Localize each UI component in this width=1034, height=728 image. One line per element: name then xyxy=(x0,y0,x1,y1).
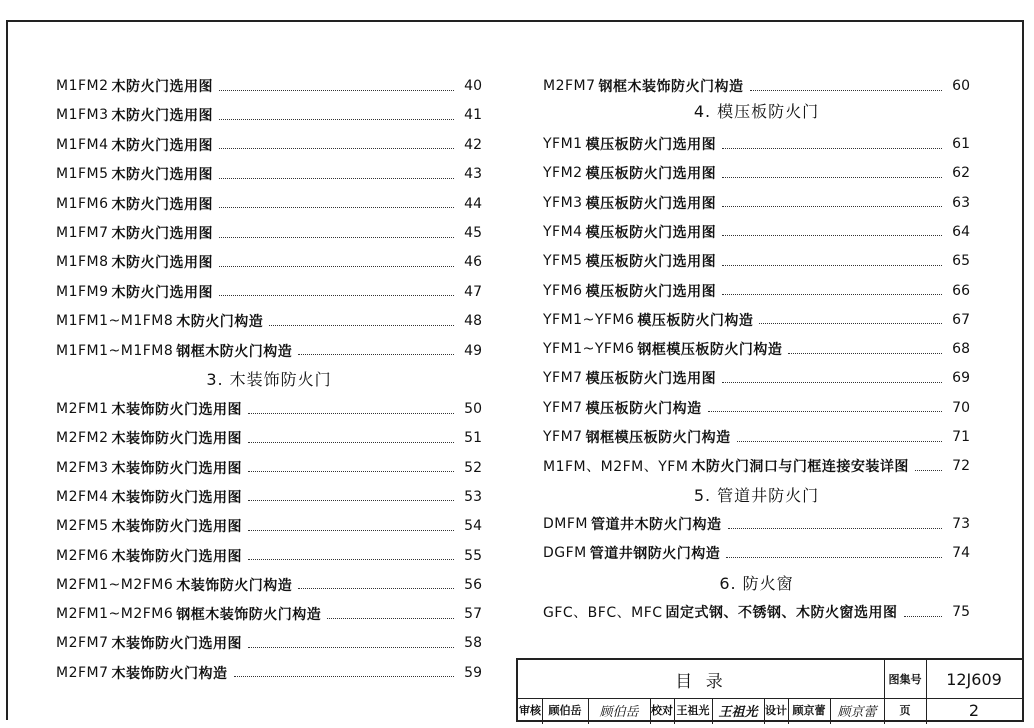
check-label: 校对 xyxy=(651,704,673,717)
toc-entry-code: M2FM1~M2FM6 xyxy=(56,576,174,593)
toc-entry-title: 木防火门选用图 xyxy=(111,137,214,154)
toc-entry-page: 60 xyxy=(952,78,970,94)
toc-entry-code: GFC、BFC、MFC xyxy=(543,605,663,621)
toc-leader-dots xyxy=(248,471,454,472)
toc-entry-title: 木装饰防火门选用图 xyxy=(111,460,243,477)
toc-entry-code: YFM6 xyxy=(543,282,583,299)
toc-entry-title: 木装饰防火门选用图 xyxy=(111,402,243,418)
toc-entry-title: 木防火门洞口与门框连接安装详图 xyxy=(691,459,909,476)
toc-leader-dots xyxy=(722,177,942,178)
toc-entry-title: 模压板防火门选用图 xyxy=(585,224,717,241)
review-label: 审核 xyxy=(519,704,541,717)
toc-leader-dots xyxy=(722,148,942,149)
toc-entry-title: 模压板防火门选用图 xyxy=(585,254,717,271)
toc-leader-dots xyxy=(248,647,454,648)
toc-entry-code: M1FM1~M1FM8 xyxy=(56,342,174,359)
toc-entry-code: M1FM1~M1FM8 xyxy=(56,313,174,330)
toc-entry-title: 钢框模压板防火门构造 xyxy=(637,342,783,359)
toc-entry-code: M1FM8 xyxy=(56,254,109,271)
toc-entry-title: 木防火门选用图 xyxy=(111,79,214,95)
toc-entry-code: M1FM3 xyxy=(56,107,109,124)
toc-entry-title: 模压板防火门构造 xyxy=(585,400,702,417)
toc-entry xyxy=(56,545,482,567)
toc-entry-page: 41 xyxy=(464,107,482,124)
toc-entry xyxy=(56,340,482,362)
toc-entry xyxy=(543,513,970,535)
toc-entry xyxy=(56,398,482,420)
toc-entry-code: M1FM6 xyxy=(56,195,109,212)
toc-entry-code: M2FM3 xyxy=(56,459,109,476)
toc-entry-page: 46 xyxy=(464,254,482,271)
toc-entry-code: M2FM1~M2FM6 xyxy=(56,606,174,623)
toc-entry-page: 70 xyxy=(952,399,970,416)
toc-entry-title: 木装饰防火门选用图 xyxy=(111,519,243,536)
toc-entry-page: 48 xyxy=(464,313,482,330)
toc-leader-dots xyxy=(722,294,942,295)
toc-leader-dots xyxy=(327,618,454,619)
toc-entry-code: YFM1~YFM6 xyxy=(543,341,635,358)
toc-leader-dots xyxy=(708,411,942,412)
toc-entry xyxy=(543,542,970,564)
toc-entry-page: 55 xyxy=(464,547,482,564)
toc-entry-code: M1FM9 xyxy=(56,283,109,300)
section-heading-fire-window: 6. 防火窗 xyxy=(719,574,794,593)
toc-entry-code: YFM7 xyxy=(543,399,583,416)
toc-entry xyxy=(56,281,482,303)
toc-leader-dots xyxy=(219,295,454,296)
toc-entry-title: 钢框木装饰防火门构造 xyxy=(598,79,744,95)
atlas-number: 12J609 xyxy=(946,669,1002,689)
toc-entry-code: M1FM5 xyxy=(56,166,109,183)
toc-entry-code: M2FM7 xyxy=(543,78,596,94)
toc-entry-page: 75 xyxy=(952,604,970,620)
toc-entry-title: 木防火门选用图 xyxy=(111,167,214,184)
toc-entry xyxy=(543,280,970,302)
toc-entry-code: YFM3 xyxy=(543,194,583,211)
toc-entry xyxy=(543,338,970,360)
drawing-title-block xyxy=(516,658,1024,722)
toc-entry xyxy=(56,427,482,449)
toc-entry xyxy=(543,601,970,623)
toc-leader-dots xyxy=(219,266,454,267)
toc-entry xyxy=(56,134,482,156)
toc-entry-title: 管道井钢防火门构造 xyxy=(589,546,721,563)
toc-leader-dots xyxy=(759,323,942,324)
toc-entry-title: 木装饰防火门选用图 xyxy=(111,431,243,448)
toc-entry-page: 64 xyxy=(952,223,970,240)
designer-signature: 顾京蕾 xyxy=(837,704,877,720)
toc-entry-code: YFM2 xyxy=(543,165,583,182)
toc-entry-page: 59 xyxy=(464,664,482,681)
toc-entry xyxy=(56,104,482,126)
toc-entry-page: 65 xyxy=(952,253,970,270)
toc-entry xyxy=(543,397,970,419)
toc-entry-title: 钢框木防火门构造 xyxy=(176,343,293,360)
toc-entry-title: 模压板防火门选用图 xyxy=(585,283,717,300)
toc-leader-dots xyxy=(219,237,454,238)
toc-entry-page: 49 xyxy=(464,342,482,359)
toc-entry xyxy=(56,163,482,185)
toc-leader-dots xyxy=(788,353,942,354)
toc-leader-dots xyxy=(248,413,454,414)
toc-entry-page: 71 xyxy=(952,429,970,445)
toc-leader-dots xyxy=(248,530,454,531)
toc-entry-code: YFM1 xyxy=(543,136,583,152)
toc-leader-dots xyxy=(722,206,942,207)
toc-entry-page: 72 xyxy=(952,458,970,475)
toc-entry-code: M2FM5 xyxy=(56,518,109,535)
toc-entry-code: M1FM4 xyxy=(56,136,109,153)
toc-entry-page: 56 xyxy=(464,576,482,593)
toc-leader-dots xyxy=(219,178,454,179)
toc-entry xyxy=(56,457,482,479)
toc-entry-title: 木防火门选用图 xyxy=(111,284,214,301)
toc-leader-dots xyxy=(726,557,942,558)
toc-entry-title: 固定式钢、不锈钢、木防火窗选用图 xyxy=(665,605,898,621)
toc-entry xyxy=(56,251,482,273)
toc-entry-page: 74 xyxy=(952,545,970,562)
toc-entry xyxy=(543,162,970,184)
toc-leader-dots xyxy=(219,207,454,208)
toc-entry-page: 45 xyxy=(464,225,482,241)
toc-entry-title: 管道井木防火门构造 xyxy=(591,517,722,533)
toc-entry-page: 57 xyxy=(464,606,482,623)
toc-leader-dots xyxy=(248,442,454,443)
toc-entry-page: 68 xyxy=(952,341,970,358)
toc-entry xyxy=(543,426,970,448)
toc-entry-code: M1FM、M2FM、YFM xyxy=(543,459,689,476)
toc-entry xyxy=(543,309,970,331)
toc-entry xyxy=(56,222,482,244)
toc-entry-code: M2FM7 xyxy=(56,635,109,652)
toc-leader-dots xyxy=(219,90,454,91)
toc-entry-page: 73 xyxy=(952,516,970,532)
toc-leader-dots xyxy=(915,470,942,471)
toc-entry-title: 模压板防火门选用图 xyxy=(585,137,717,153)
toc-entry-page: 54 xyxy=(464,518,482,535)
toc-entry-page: 47 xyxy=(464,283,482,300)
toc-entry-title: 木防火门选用图 xyxy=(111,196,214,213)
toc-entry-title: 木装饰防火门构造 xyxy=(111,665,228,682)
toc-entry-page: 51 xyxy=(464,430,482,447)
toc-entry xyxy=(56,662,482,684)
toc-entry xyxy=(56,310,482,332)
toc-entry-page: 42 xyxy=(464,136,482,153)
toc-entry-code: DMFM xyxy=(543,516,588,532)
toc-leader-dots xyxy=(234,676,454,677)
toc-entry-code: M2FM1 xyxy=(56,401,109,417)
toc-entry-title: 钢框模压板防火门构造 xyxy=(585,430,731,446)
page-label: 页 xyxy=(899,704,911,717)
toc-entry-code: YFM4 xyxy=(543,223,583,240)
toc-entry xyxy=(543,455,970,477)
toc-entry xyxy=(56,486,482,508)
toc-entry xyxy=(56,75,482,97)
toc-entry-code: M2FM4 xyxy=(56,488,109,505)
toc-entry-page: 43 xyxy=(464,166,482,183)
toc-leader-dots xyxy=(298,354,454,355)
reviewer-signature: 顾伯岳 xyxy=(599,704,639,720)
toc-entry-title: 钢框木装饰防火门构造 xyxy=(176,607,322,624)
toc-entry xyxy=(543,221,970,243)
atlas-number-label: 图集号 xyxy=(888,673,922,686)
page-number: 2 xyxy=(968,700,980,720)
toc-leader-dots xyxy=(728,528,943,529)
toc-entry-code: YFM5 xyxy=(543,253,583,270)
toc-leader-dots xyxy=(750,90,942,91)
toc-entry-page: 62 xyxy=(952,165,970,182)
toc-entry-title: 模压板防火门构造 xyxy=(637,312,754,329)
toc-entry-code: YFM7 xyxy=(543,370,583,387)
toc-entry xyxy=(543,75,970,97)
toc-leader-dots xyxy=(722,382,942,383)
section-heading-pipe-shaft: 5. 管道井防火门 xyxy=(693,486,820,505)
toc-entry-title: 木装饰防火门构造 xyxy=(176,577,293,594)
toc-entry-title: 木防火门选用图 xyxy=(111,108,214,125)
toc-entry-page: 69 xyxy=(952,370,970,387)
toc-entry-title: 木装饰防火门选用图 xyxy=(111,489,243,506)
toc-entry-title: 木防火门构造 xyxy=(176,314,264,331)
toc-entry-page: 52 xyxy=(464,459,482,476)
toc-leader-dots xyxy=(722,235,942,236)
toc-entry xyxy=(56,515,482,537)
toc-leader-dots xyxy=(737,441,942,442)
designer-name: 顾京蕾 xyxy=(792,704,826,717)
toc-entry-code: DGFM xyxy=(543,545,587,562)
toc-entry-code: M2FM7 xyxy=(56,664,109,681)
section-heading-molded-board: 4. 模压板防火门 xyxy=(693,102,820,121)
toc-entry-code: YFM7 xyxy=(543,429,583,445)
toc-entry xyxy=(543,250,970,272)
toc-leader-dots xyxy=(219,148,454,149)
toc-leader-dots xyxy=(248,500,454,501)
toc-entry-page: 63 xyxy=(952,194,970,211)
toc-entry-code: M1FM2 xyxy=(56,78,109,94)
toc-entry-title: 模压板防火门选用图 xyxy=(585,371,717,388)
checker-name: 王祖光 xyxy=(676,704,710,717)
toc-entry-title: 模压板防火门选用图 xyxy=(585,166,717,183)
toc-entry-page: 66 xyxy=(952,282,970,299)
toc-entry-code: M2FM2 xyxy=(56,430,109,447)
toc-entry-title: 木装饰防火门选用图 xyxy=(111,636,243,653)
toc-entry-page: 40 xyxy=(464,78,482,94)
toc-leader-dots xyxy=(298,588,454,589)
toc-entry-code: YFM1~YFM6 xyxy=(543,311,635,328)
toc-entry xyxy=(543,133,970,155)
toc-entry-title: 木防火门选用图 xyxy=(111,226,214,242)
toc-entry-page: 61 xyxy=(952,136,970,152)
toc-entry-title: 木装饰防火门选用图 xyxy=(111,548,243,565)
toc-entry xyxy=(543,192,970,214)
toc-entry-code: M2FM6 xyxy=(56,547,109,564)
checker-signature: 王祖光 xyxy=(718,704,758,720)
toc-entry-page: 58 xyxy=(464,635,482,652)
toc-entry-page: 44 xyxy=(464,195,482,212)
toc-entry xyxy=(56,193,482,215)
toc-entry-title: 木防火门选用图 xyxy=(111,255,214,272)
catalog-title: 目 录 xyxy=(675,671,727,692)
section-heading-wood-decorative: 3. 木装饰防火门 xyxy=(206,370,332,389)
toc-entry-page: 53 xyxy=(464,488,482,505)
toc-leader-dots xyxy=(904,616,942,617)
toc-entry xyxy=(543,367,970,389)
toc-entry xyxy=(56,603,482,625)
toc-entry-page: 50 xyxy=(464,401,482,417)
design-label: 设计 xyxy=(765,704,787,717)
toc-entry xyxy=(56,632,482,654)
reviewer-name: 顾伯岳 xyxy=(548,704,582,717)
toc-entry xyxy=(56,574,482,596)
toc-entry-code: M1FM7 xyxy=(56,225,109,241)
toc-entry-page: 67 xyxy=(952,311,970,328)
toc-leader-dots xyxy=(269,325,454,326)
toc-leader-dots xyxy=(219,119,454,120)
toc-leader-dots xyxy=(248,559,454,560)
toc-leader-dots xyxy=(722,265,942,266)
toc-entry-title: 模压板防火门选用图 xyxy=(585,195,717,212)
